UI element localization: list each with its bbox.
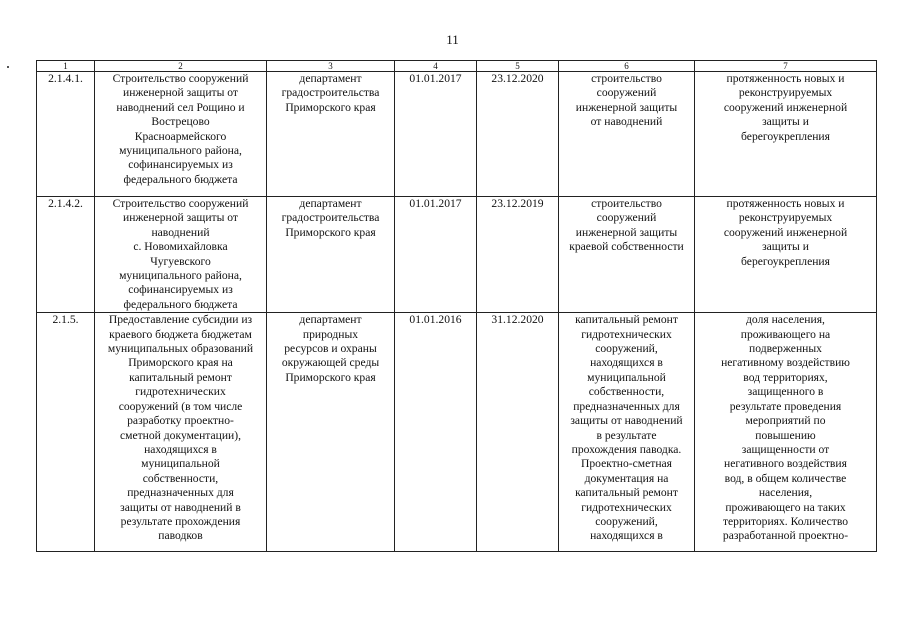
table-row [37,197,877,313]
cell-text-line: строительство [591,197,662,210]
cell-text-line: от наводнений [590,115,663,129]
cell-text-line: Приморского края [285,225,376,239]
cell-text-line: собственности, [142,471,219,485]
cell-text-line: реконструируемых [738,211,833,225]
cell-text-line: муниципальной [587,370,666,384]
cell-text-line: Чугуевского [150,254,211,268]
cell-text-line: Приморского края [285,100,376,114]
cell-text-line: Красноармейского [134,129,227,143]
cell-text-line: находящихся в [590,356,663,370]
expected-result-cell [559,72,695,197]
cell-text-line: софинансируемых из [128,283,233,297]
cell-text-line: сооружений инженерной [723,225,848,239]
cell-text-line: защиты от наводнений в [120,500,241,514]
cell-text-line: сооружений, [595,342,658,356]
column-number: 2 [95,61,267,72]
cell-text-line: Предоставление субсидии из [108,313,253,327]
activity-name-cell [95,197,267,313]
cell-text-line: находящихся в [144,442,217,456]
cell-text-line: инженерной защиты от [123,211,238,225]
cell-text-line: Проектно-сметная [580,457,673,471]
cell-text-line: муниципальной [141,457,220,471]
cell-text-line: департамент [299,72,362,85]
cell-text-line: сооружений, [595,514,658,528]
cell-text-line: прохождения паводка. [571,442,682,456]
table-row [37,313,877,552]
cell-text-line: капитальный ремонт [129,370,232,384]
cell-text-line: в результате [596,428,657,442]
cell-text-line: наводнений сел Рощино и [116,100,245,114]
cell-text-line: повышению [755,428,816,442]
cell-text-line: Приморского края на [128,356,233,370]
cell-text-line: разработанной проектно- [722,529,849,543]
cell-text-line: проживающего на [740,327,831,341]
cell-text-line: подверженных [749,342,822,356]
column-number: 6 [559,61,695,72]
cell-text-line: защиты от наводнений [570,414,683,428]
column-number: 3 [267,61,395,72]
cell-text-line: муниципальных образований [107,342,254,356]
column-number-row [37,61,877,72]
cell-text-line: берегоукрепления [741,129,830,143]
cell-text-line: разработку проектно- [127,414,234,428]
page-number: 11 [446,32,459,47]
cell-text-line: департамент [299,197,362,210]
start-date-cell: 01.01.2017 [395,197,477,313]
executor-cell [267,313,395,552]
cell-text-line: наводнений [151,225,210,239]
cell-text-line: капитальный ремонт [575,313,678,327]
cell-text-line: защиты и [762,240,809,254]
cell-text-line: территориях. Количество [722,514,849,528]
cell-text-line: мероприятий по [745,414,826,428]
cell-text-line: населения, [758,486,813,500]
cell-text-line: софинансируемых из [128,158,233,172]
start-date-cell: 01.01.2016 [395,313,477,552]
cell-text-line: предназначенных для [127,486,234,500]
cell-text-line: проживающего на таких [725,500,846,514]
table-row [37,72,877,197]
end-date-cell: 31.12.2020 [477,313,559,552]
column-number: 7 [695,61,877,72]
cell-text-line: негативному воздействию [721,356,850,370]
end-date-cell: 23.12.2020 [477,72,559,197]
cell-text-line: Строительство сооружений [112,197,249,210]
cell-text-line: федерального бюджета [123,172,238,186]
cell-text-line: окружающей среды [281,356,380,370]
program-table [36,60,877,552]
expected-result-cell [559,313,695,552]
executor-cell [267,72,395,197]
cell-text-line: гидротехнических [581,327,672,341]
cell-text-line: результате прохождения [120,514,241,528]
cell-text-line: находящихся в [590,529,663,543]
cell-text-line: гидротехнических [581,500,672,514]
cell-text-line: инженерной защиты от [123,86,238,100]
cell-text-line: муниципального района, [119,144,242,158]
cell-text-line: предназначенных для [573,399,680,413]
cell-text-line: сооружений [596,211,657,225]
cell-text-line: муниципального района, [119,269,242,283]
cell-text-line: строительство [591,72,662,85]
cell-text-line: Вострецово [151,115,210,129]
item-code-cell: 2.1.4.1. [37,72,95,197]
cell-text-line: вод, в общем количестве [724,471,847,485]
cell-text-line: ресурсов и охраны [284,342,377,356]
cell-text-line: сметной документации), [119,428,242,442]
cell-text-line: сооружений [596,86,657,100]
cell-text-line: гидротехнических [135,385,226,399]
cell-text-line: защищенного в [747,385,824,399]
column-number: 5 [477,61,559,72]
cell-text-line: негативного воздействия [724,457,847,471]
cell-text-line: Строительство сооружений [112,72,249,85]
cell-text-line: федерального бюджета [123,297,238,311]
cell-text-line: краевого бюджета бюджетам [109,327,252,341]
margin-mark [7,66,9,68]
cell-text-line: инженерной защиты [575,225,678,239]
cell-text-line: собственности, [588,385,665,399]
cell-text-line: департамент [299,313,362,327]
cell-text-line: реконструируемых [738,86,833,100]
cell-text-line: Приморского края [285,370,376,384]
column-number: 4 [395,61,477,72]
cell-text-line: сооружений (в том числе [118,399,243,413]
indicator-cell [695,313,877,552]
indicator-cell [695,72,877,197]
cell-text-line: документация на [584,471,669,485]
cell-text-line: результате проведения [729,399,842,413]
cell-text-line: градостроительства [281,211,380,225]
cell-text-line: с. Новомихайловка [133,240,228,254]
start-date-cell: 01.01.2017 [395,72,477,197]
cell-text-line: вод территориях, [743,370,828,384]
cell-text-line: паводков [158,529,203,543]
cell-text-line: берегоукрепления [741,254,830,268]
cell-text-line: защиты и [762,115,809,129]
cell-text-line: краевой собственности [569,240,684,254]
activity-name-cell [95,313,267,552]
indicator-cell [695,197,877,313]
executor-cell [267,197,395,313]
cell-text-line: природных [302,327,359,341]
cell-text-line: сооружений инженерной [723,100,848,114]
expected-result-cell [559,197,695,313]
cell-text-line: капитальный ремонт [575,486,678,500]
item-code-cell: 2.1.5. [37,313,95,552]
activity-name-cell [95,72,267,197]
cell-text-line: протяженность новых и [726,72,845,85]
cell-text-line: инженерной защиты [575,100,678,114]
item-code-cell: 2.1.4.2. [37,197,95,313]
cell-text-line: защищенности от [741,442,830,456]
cell-text-line: градостроительства [281,86,380,100]
cell-text-line: доля населения, [746,313,825,327]
cell-text-line: протяженность новых и [726,197,845,210]
column-number: 1 [37,61,95,72]
end-date-cell: 23.12.2019 [477,197,559,313]
